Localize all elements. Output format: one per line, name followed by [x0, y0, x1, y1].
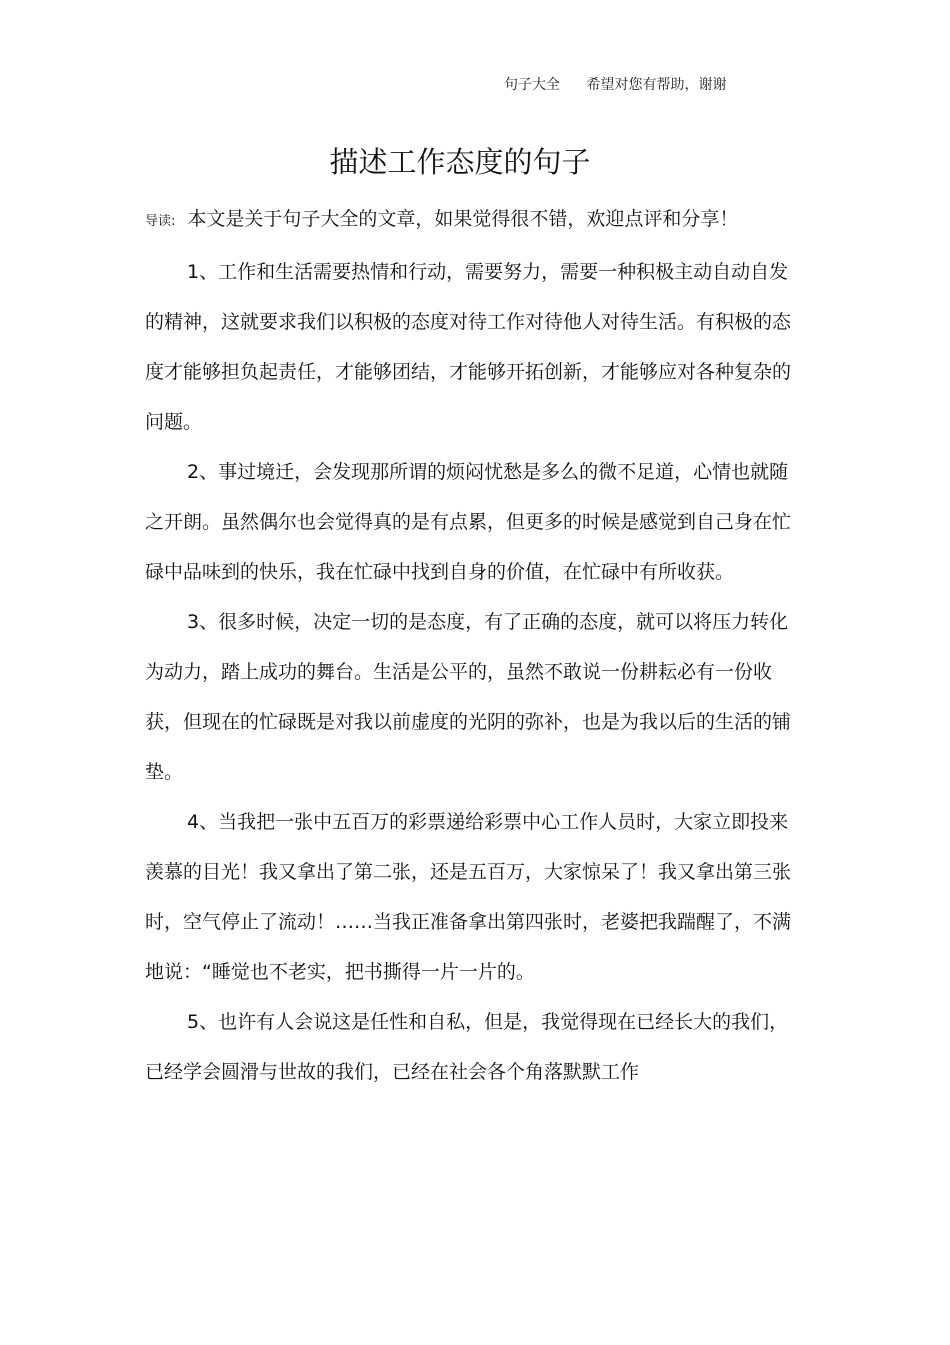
lead-text: 本文是关于句子大全的文章，如果觉得很不错，欢迎点评和分享！	[187, 208, 739, 230]
document-body	[145, 194, 805, 1097]
lead-paragraph	[145, 194, 805, 247]
page-header	[504, 74, 726, 94]
paragraph-1: 1、工作和生活需要热情和行动，需要努力，需要一种积极主动自动自发的精神，这就要求我们以积极的态度对待工作对待他人对待生活。有积极的态度才能够担负起责任，才能够团结，才能够开拓创新，才能够应对各种复杂的问题。	[145, 261, 792, 433]
paragraph-2: 2、事过境迁，会发现那所谓的烦闷忧愁是多么的微不足道，心情也就随之开朗。虽然偶尔也会觉得真的是有点累，但更多的时候是感觉到自己身在忙碌中品味到的快乐，我在忙碌中找到自身的价值，在忙碌中有所收获。	[145, 461, 792, 583]
paragraph-5: 5、也许有人会说这是任性和自私，但是，我觉得现在已经长大的我们，已经学会圆滑与世故的我们，已经在社会各个角落默默工作	[145, 1011, 789, 1083]
header-site-name: 句子大全	[504, 77, 560, 93]
paragraph-4: 4、当我把一张中五百万的彩票递给彩票中心工作人员时，大家立即投来羡慕的目光！我又拿出了第二张，还是五百万，大家惊呆了！我又拿出第三张时，空气停止了流动！……当我正准备拿出第四张时，老婆把我踹醒了，不满地说：“睡觉也不老实，把书撕得一片一片的。	[145, 811, 792, 983]
header-slogan: 希望对您有帮助，谢谢	[586, 77, 727, 93]
paragraph-3: 3、很多时候，决定一切的是态度，有了正确的态度，就可以将压力转化为动力，踏上成功的舞台。生活是公平的，虽然不敢说一份耕耘必有一份收获，但现在的忙碌既是对我以前虚度的光阴的弥补，也是为我以后的生活的铺垫。	[145, 611, 792, 783]
document-title: 描述工作态度的句子	[329, 145, 591, 179]
lead-label: 导读:	[145, 214, 176, 229]
